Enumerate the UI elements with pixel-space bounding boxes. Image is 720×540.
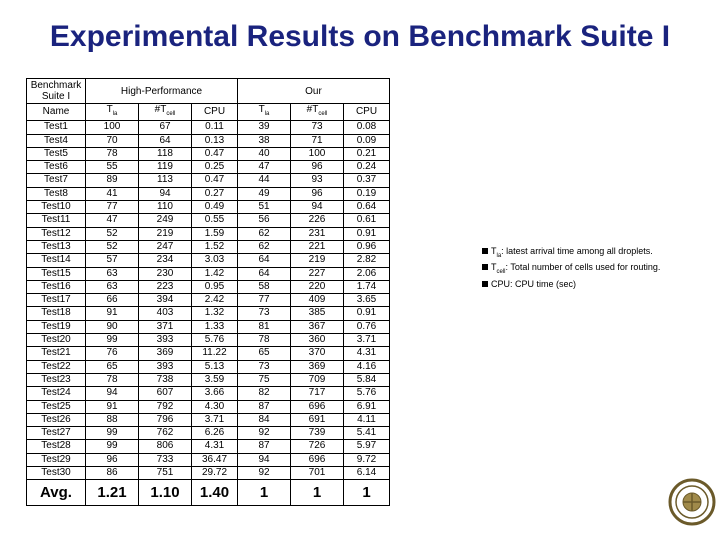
col-tcell-header: $\#T_{cell}$	[139, 104, 192, 121]
cell-name: Test5	[27, 147, 86, 160]
cell-name: Test1	[27, 121, 86, 134]
cell-cpu-high: 5.13	[192, 360, 238, 373]
cell-cpu-high: 0.95	[192, 280, 238, 293]
cell-cpu-high: 0.25	[192, 161, 238, 174]
cell-cpu-high: 11.22	[192, 347, 238, 360]
cell-tcell-high: 403	[139, 307, 192, 320]
table-row	[27, 427, 390, 440]
table-row	[27, 280, 390, 293]
cell-cpu-our: 0.96	[344, 240, 390, 253]
results-table	[26, 78, 390, 506]
cell-tcell-high: 113	[139, 174, 192, 187]
cell-tcell-high: 806	[139, 440, 192, 453]
cell-cpu-high: 3.71	[192, 413, 238, 426]
col-tla-header: $T_{la}$	[86, 104, 139, 121]
cell-cpu-high: 0.27	[192, 187, 238, 200]
cell-tla-high: 52	[86, 227, 139, 240]
table-row	[27, 413, 390, 426]
cell-cpu-high: 5.76	[192, 334, 238, 347]
cell-tcell-our: 409	[291, 294, 344, 307]
cell-cpu-our: 0.09	[344, 134, 390, 147]
cell-name: Test21	[27, 347, 86, 360]
cell-name: Test8	[27, 187, 86, 200]
cell-tla-high: 78	[86, 373, 139, 386]
cell-cpu-high: 29.72	[192, 467, 238, 480]
cell-tcell-high: 119	[139, 161, 192, 174]
cell-cpu-high: 1.59	[192, 227, 238, 240]
cell-tcell-our: 370	[291, 347, 344, 360]
table-row	[27, 254, 390, 267]
cell-tcell-high: 792	[139, 400, 192, 413]
cell-tla-high: 100	[86, 121, 139, 134]
cell-name: Test11	[27, 214, 86, 227]
cell-tcell-high: 371	[139, 320, 192, 333]
cell-tcell-high: 369	[139, 347, 192, 360]
avg-cpu-our: 1	[344, 480, 390, 506]
table-column-header-row	[27, 104, 390, 121]
cell-tla-our: 73	[238, 360, 291, 373]
table-row	[27, 467, 390, 480]
cell-tcell-our: 71	[291, 134, 344, 147]
cell-tcell-high: 118	[139, 147, 192, 160]
cell-name: Test23	[27, 373, 86, 386]
cell-cpu-our: 0.37	[344, 174, 390, 187]
cell-cpu-high: 3.66	[192, 387, 238, 400]
cell-name: Test13	[27, 240, 86, 253]
slide-title: Experimental Results on Benchmark Suite I	[49, 20, 671, 53]
cell-name: Test25	[27, 400, 86, 413]
cell-tcell-high: 762	[139, 427, 192, 440]
col-cpu-header: CPU	[192, 104, 238, 121]
cell-name: Test22	[27, 360, 86, 373]
cell-tcell-high: 234	[139, 254, 192, 267]
cell-cpu-our: 6.14	[344, 467, 390, 480]
cell-tcell-our: 367	[291, 320, 344, 333]
cell-tla-high: 63	[86, 280, 139, 293]
cell-cpu-high: 4.31	[192, 440, 238, 453]
cell-tla-our: 64	[238, 267, 291, 280]
cell-name: Test27	[27, 427, 86, 440]
cell-tcell-high: 64	[139, 134, 192, 147]
cell-tla-high: 57	[86, 254, 139, 267]
col-tla-header: $T_{la}$	[238, 104, 291, 121]
cell-cpu-high: 4.30	[192, 400, 238, 413]
cell-cpu-high: 3.03	[192, 254, 238, 267]
cell-tcell-high: 219	[139, 227, 192, 240]
cell-tcell-high: 249	[139, 214, 192, 227]
cell-cpu-high: 1.32	[192, 307, 238, 320]
cell-tla-our: 62	[238, 227, 291, 240]
cell-tla-high: 86	[86, 467, 139, 480]
cell-tcell-high: 607	[139, 387, 192, 400]
cell-tcell-our: 73	[291, 121, 344, 134]
cell-tla-high: 91	[86, 400, 139, 413]
cell-name: Test19	[27, 320, 86, 333]
col-name-header: Name	[27, 104, 86, 121]
cell-tla-high: 47	[86, 214, 139, 227]
benchmark-header: Benchmark Suite I	[27, 79, 86, 104]
legend-item-cpu: CPU: CPU time (sec)	[482, 279, 660, 291]
cell-cpu-our: 0.08	[344, 121, 390, 134]
cell-tcell-high: 223	[139, 280, 192, 293]
bullet-icon	[482, 281, 488, 287]
cell-cpu-our: 0.64	[344, 201, 390, 214]
cell-tla-our: 92	[238, 427, 291, 440]
cell-cpu-our: 0.91	[344, 227, 390, 240]
cell-cpu-our: 0.19	[344, 187, 390, 200]
cell-cpu-our: 2.82	[344, 254, 390, 267]
cell-cpu-high: 0.11	[192, 121, 238, 134]
cell-tla-high: 96	[86, 453, 139, 466]
table-row	[27, 240, 390, 253]
cell-cpu-high: 0.49	[192, 201, 238, 214]
cell-tla-our: 84	[238, 413, 291, 426]
avg-name: Avg.	[27, 480, 86, 506]
legend-item-tcell: $T_{cell}$: Total number of cells used for routing.	[482, 262, 660, 278]
avg-cpu-high: 1.40	[192, 480, 238, 506]
cell-name: Test17	[27, 294, 86, 307]
high-performance-header: High-Performance	[86, 79, 238, 104]
cell-tcell-our: 221	[291, 240, 344, 253]
table-row	[27, 360, 390, 373]
cell-tla-our: 56	[238, 214, 291, 227]
cell-cpu-high: 6.26	[192, 427, 238, 440]
cell-cpu-high: 2.42	[192, 294, 238, 307]
cell-tla-our: 78	[238, 334, 291, 347]
table-row	[27, 387, 390, 400]
cell-tcell-our: 696	[291, 400, 344, 413]
cell-name: Test4	[27, 134, 86, 147]
cell-tla-our: 81	[238, 320, 291, 333]
avg-tla-high: 1.21	[86, 480, 139, 506]
cell-cpu-our: 4.31	[344, 347, 390, 360]
cell-tcell-our: 100	[291, 147, 344, 160]
cell-cpu-our: 5.41	[344, 427, 390, 440]
legend	[482, 246, 660, 290]
cell-cpu-high: 0.47	[192, 147, 238, 160]
cell-tla-high: 90	[86, 320, 139, 333]
cell-tla-our: 62	[238, 240, 291, 253]
cell-tla-high: 63	[86, 267, 139, 280]
table-row	[27, 307, 390, 320]
cell-tla-high: 66	[86, 294, 139, 307]
cell-tla-high: 88	[86, 413, 139, 426]
cell-tcell-high: 393	[139, 360, 192, 373]
cell-cpu-our: 5.97	[344, 440, 390, 453]
table-row	[27, 147, 390, 160]
table-row	[27, 161, 390, 174]
cell-cpu-our: 0.24	[344, 161, 390, 174]
cell-tcell-high: 230	[139, 267, 192, 280]
cell-cpu-our: 2.06	[344, 267, 390, 280]
bullet-icon	[482, 264, 488, 270]
table-row	[27, 201, 390, 214]
cell-tla-our: 92	[238, 467, 291, 480]
cell-tla-high: 70	[86, 134, 139, 147]
cell-tla-our: 77	[238, 294, 291, 307]
cell-name: Test24	[27, 387, 86, 400]
table-row	[27, 347, 390, 360]
cell-tcell-our: 93	[291, 174, 344, 187]
table-row	[27, 227, 390, 240]
cell-cpu-high: 36.47	[192, 453, 238, 466]
cell-tcell-our: 227	[291, 267, 344, 280]
cell-tcell-our: 219	[291, 254, 344, 267]
cell-name: Test7	[27, 174, 86, 187]
table-row	[27, 320, 390, 333]
cell-tcell-high: 247	[139, 240, 192, 253]
cell-tla-our: 64	[238, 254, 291, 267]
table-row	[27, 267, 390, 280]
cell-name: Test10	[27, 201, 86, 214]
cell-tcell-high: 67	[139, 121, 192, 134]
cell-tcell-our: 717	[291, 387, 344, 400]
table-row	[27, 187, 390, 200]
avg-tcell-our: 1	[291, 480, 344, 506]
table-row	[27, 453, 390, 466]
cell-tcell-our: 726	[291, 440, 344, 453]
cell-tla-high: 41	[86, 187, 139, 200]
cell-tcell-high: 738	[139, 373, 192, 386]
cell-cpu-our: 4.16	[344, 360, 390, 373]
cell-tcell-our: 385	[291, 307, 344, 320]
avg-tcell-high: 1.10	[139, 480, 192, 506]
cell-cpu-our: 3.65	[344, 294, 390, 307]
cell-name: Test28	[27, 440, 86, 453]
cell-tcell-high: 394	[139, 294, 192, 307]
cell-tla-our: 47	[238, 161, 291, 174]
cell-cpu-our: 9.72	[344, 453, 390, 466]
average-row	[27, 480, 390, 506]
cell-tcell-our: 94	[291, 201, 344, 214]
cell-cpu-high: 3.59	[192, 373, 238, 386]
cell-tcell-our: 226	[291, 214, 344, 227]
table-group-header-row	[27, 79, 390, 104]
cell-tcell-our: 96	[291, 187, 344, 200]
cell-tcell-our: 691	[291, 413, 344, 426]
cell-tcell-high: 733	[139, 453, 192, 466]
cell-name: Test20	[27, 334, 86, 347]
cell-tla-high: 76	[86, 347, 139, 360]
table-row	[27, 373, 390, 386]
cell-tcell-our: 360	[291, 334, 344, 347]
cell-tla-our: 44	[238, 174, 291, 187]
cell-cpu-high: 0.47	[192, 174, 238, 187]
cell-tcell-high: 110	[139, 201, 192, 214]
table-row	[27, 440, 390, 453]
legend-item-tla: $T_{la}$: latest arrival time among all droplets.	[482, 246, 660, 262]
university-seal-logo	[668, 470, 716, 534]
cell-name: Test29	[27, 453, 86, 466]
cell-cpu-our: 5.84	[344, 373, 390, 386]
cell-name: Test16	[27, 280, 86, 293]
cell-name: Test12	[27, 227, 86, 240]
cell-cpu-our: 1.74	[344, 280, 390, 293]
table-row	[27, 294, 390, 307]
cell-tcell-our: 739	[291, 427, 344, 440]
avg-tla-our: 1	[238, 480, 291, 506]
table-row	[27, 214, 390, 227]
cell-cpu-high: 1.52	[192, 240, 238, 253]
cell-tcell-our: 701	[291, 467, 344, 480]
cell-tla-our: 51	[238, 201, 291, 214]
cell-tla-our: 49	[238, 187, 291, 200]
cell-cpu-high: 1.33	[192, 320, 238, 333]
cell-tla-high: 65	[86, 360, 139, 373]
table-row	[27, 400, 390, 413]
cell-name: Test14	[27, 254, 86, 267]
cell-cpu-high: 0.55	[192, 214, 238, 227]
table-row	[27, 121, 390, 134]
cell-tla-high: 99	[86, 334, 139, 347]
cell-tla-high: 94	[86, 387, 139, 400]
cell-tla-our: 58	[238, 280, 291, 293]
cell-tla-high: 52	[86, 240, 139, 253]
cell-cpu-our: 3.71	[344, 334, 390, 347]
cell-cpu-our: 0.76	[344, 320, 390, 333]
cell-tla-high: 77	[86, 201, 139, 214]
cell-tla-high: 91	[86, 307, 139, 320]
cell-tla-high: 55	[86, 161, 139, 174]
cell-tla-our: 94	[238, 453, 291, 466]
cell-cpu-our: 0.21	[344, 147, 390, 160]
cell-tcell-high: 393	[139, 334, 192, 347]
table-row	[27, 134, 390, 147]
cell-tcell-high: 751	[139, 467, 192, 480]
cell-tcell-our: 709	[291, 373, 344, 386]
cell-tla-our: 87	[238, 440, 291, 453]
cell-cpu-our: 6.91	[344, 400, 390, 413]
cell-tcell-high: 796	[139, 413, 192, 426]
cell-cpu-our: 5.76	[344, 387, 390, 400]
cell-name: Test26	[27, 413, 86, 426]
cell-tla-our: 40	[238, 147, 291, 160]
cell-tcell-our: 96	[291, 161, 344, 174]
cell-tcell-our: 231	[291, 227, 344, 240]
cell-tcell-high: 94	[139, 187, 192, 200]
bullet-icon	[482, 248, 488, 254]
cell-tla-our: 39	[238, 121, 291, 134]
cell-name: Test30	[27, 467, 86, 480]
cell-cpu-high: 1.42	[192, 267, 238, 280]
cell-name: Test15	[27, 267, 86, 280]
cell-name: Test6	[27, 161, 86, 174]
cell-tcell-our: 369	[291, 360, 344, 373]
cell-cpu-our: 4.11	[344, 413, 390, 426]
cell-tla-our: 38	[238, 134, 291, 147]
table-row	[27, 174, 390, 187]
cell-tla-high: 99	[86, 440, 139, 453]
our-header: Our	[238, 79, 390, 104]
cell-cpu-our: 0.91	[344, 307, 390, 320]
cell-tla-high: 78	[86, 147, 139, 160]
table-row	[27, 334, 390, 347]
cell-tla-high: 99	[86, 427, 139, 440]
col-cpu-header: CPU	[344, 104, 390, 121]
cell-name: Test18	[27, 307, 86, 320]
cell-tla-our: 65	[238, 347, 291, 360]
cell-tla-high: 89	[86, 174, 139, 187]
cell-tla-our: 82	[238, 387, 291, 400]
cell-tcell-our: 220	[291, 280, 344, 293]
cell-tla-our: 87	[238, 400, 291, 413]
cell-cpu-high: 0.13	[192, 134, 238, 147]
cell-tla-our: 75	[238, 373, 291, 386]
col-tcell-header: $\#T_{cell}$	[291, 104, 344, 121]
cell-cpu-our: 0.61	[344, 214, 390, 227]
cell-tla-our: 73	[238, 307, 291, 320]
cell-tcell-our: 696	[291, 453, 344, 466]
